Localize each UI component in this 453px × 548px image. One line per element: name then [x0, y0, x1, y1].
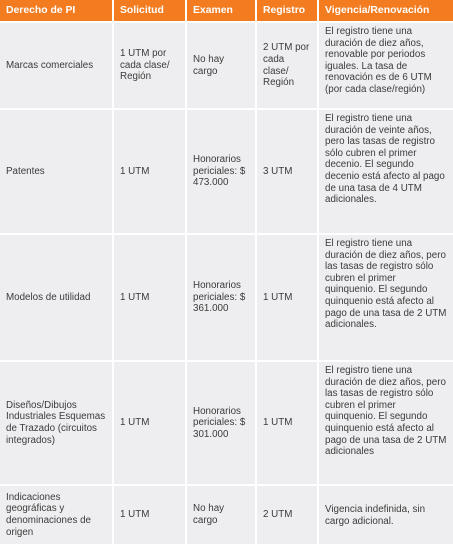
header-solicitud: Solicitud	[113, 0, 186, 22]
table-row	[0, 109, 453, 234]
cell-registro: 2 UTM por cada clase/ Región	[256, 22, 318, 109]
table-row	[0, 234, 453, 361]
cell-examen: No hay cargo	[186, 22, 256, 109]
header-registro: Registro	[256, 0, 318, 22]
cell-registro: 1 UTM	[256, 361, 318, 485]
table-row	[0, 485, 453, 545]
cell-examen: No hay cargo	[186, 485, 256, 545]
header-vigencia: Vigencia/Renovación	[318, 0, 453, 22]
cell-derecho: Modelos de utilidad	[0, 234, 113, 361]
cell-derecho: Indicaciones geográficas y denominaciones de origen	[0, 485, 113, 545]
cell-registro: 3 UTM	[256, 109, 318, 234]
cell-derecho: Marcas comerciales	[0, 22, 113, 109]
cell-vigencia: El registro tiene una duración de diez años, pero las tasas de registro sólo cubren el primer quinquenio. El segundo quinquenio está afecto al pago de una tasa de 2 UTM adicionales	[318, 361, 453, 485]
cell-solicitud: 1 UTM	[113, 109, 186, 234]
cell-registro: 1 UTM	[256, 234, 318, 361]
cell-solicitud: 1 UTM	[113, 234, 186, 361]
cell-vigencia: El registro tiene una duración de diez años, renovable por periodos iguales. La tasa de renovación es de 6 UTM (por cada clase/región)	[318, 22, 453, 109]
header-examen: Examen	[186, 0, 256, 22]
cell-derecho: Patentes	[0, 109, 113, 234]
cell-derecho: Diseños/Dibujos Industriales Esquemas de Trazado (circuitos integrados)	[0, 361, 113, 485]
cell-examen: Honorarios periciales: $ 301.000	[186, 361, 256, 485]
table-row	[0, 361, 453, 485]
cell-examen: Honorarios periciales: $ 361.000	[186, 234, 256, 361]
cell-vigencia: Vigencia indefinida, sin cargo adicional.	[318, 485, 453, 545]
cell-vigencia: El registro tiene una duración de veinte años, pero las tasas de registro sólo cubren el primer decenio. El segundo decenio está afecto al pago de una tasa de 4 UTM adicionales.	[318, 109, 453, 234]
cell-registro: 2 UTM	[256, 485, 318, 545]
cell-vigencia: El registro tiene una duración de diez años, pero las tasas de registro sólo cubren el primer quinquenio. El segundo quinquenio está afecto al pago de una tasa de 2 UTM adicionales.	[318, 234, 453, 361]
cell-examen: Honorarios periciales: $ 473.000	[186, 109, 256, 234]
table-header-row	[0, 0, 453, 22]
cell-solicitud: 1 UTM	[113, 485, 186, 545]
header-derecho: Derecho de PI	[0, 0, 113, 22]
cell-solicitud: 1 UTM por cada clase/ Región	[113, 22, 186, 109]
table-row	[0, 22, 453, 109]
cell-solicitud: 1 UTM	[113, 361, 186, 485]
